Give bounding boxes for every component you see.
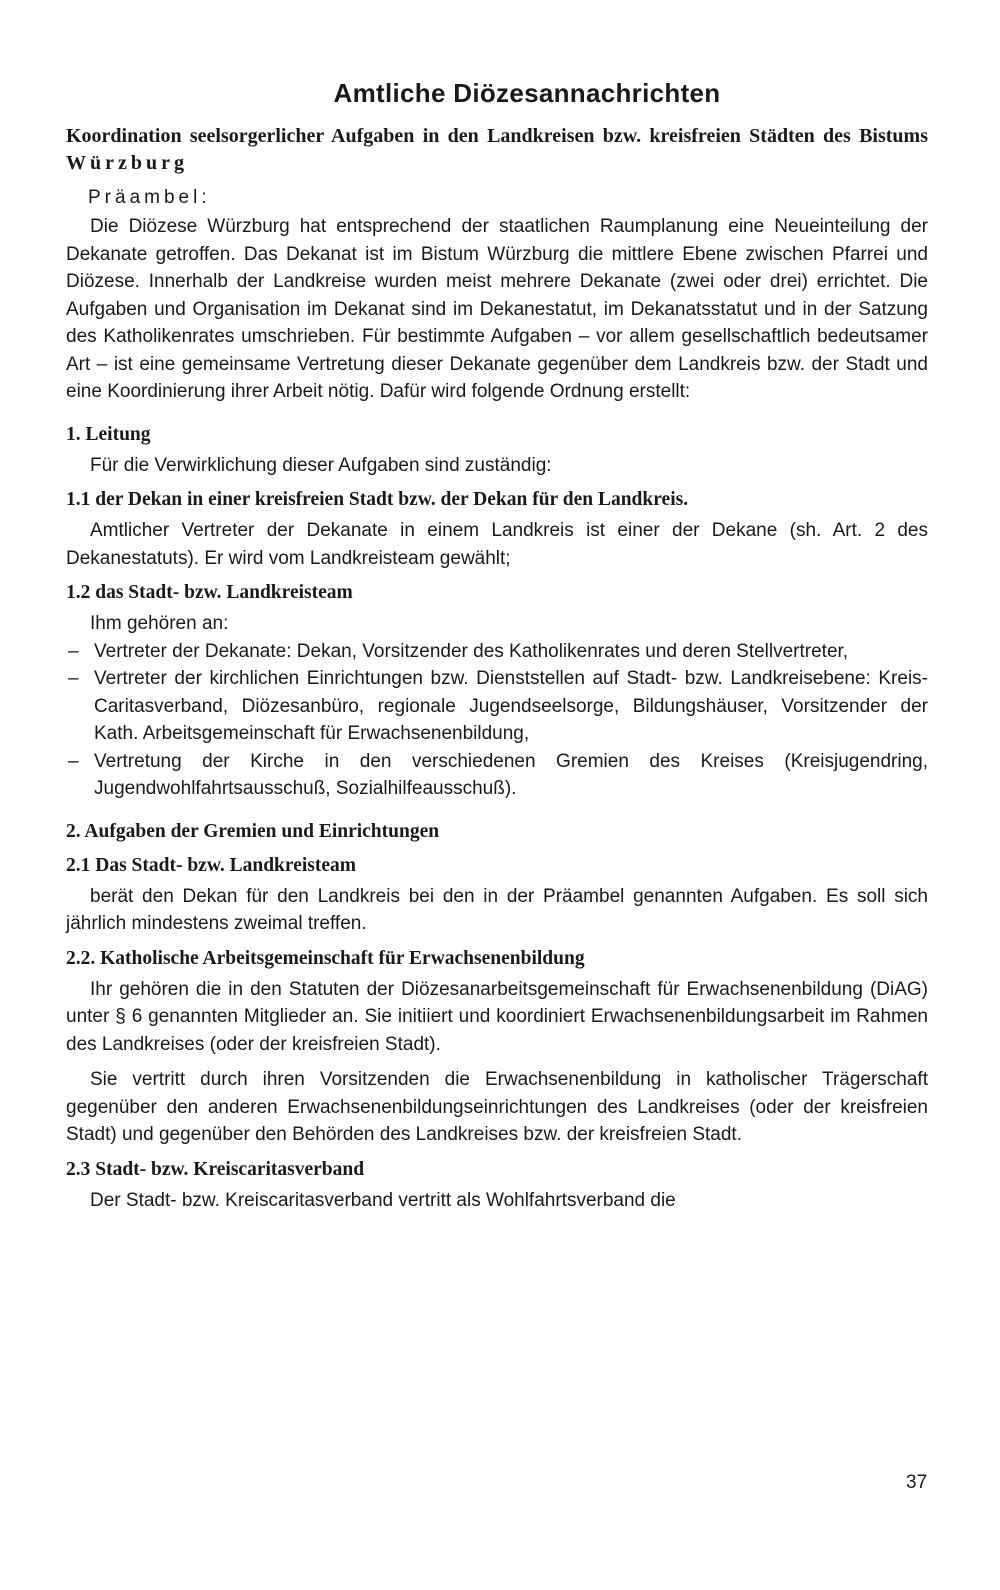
section-1-2-intro: Ihm gehören an: (90, 613, 229, 634)
team-members-list (66, 638, 928, 803)
section-2-3-heading: 2.3 Stadt- bzw. Kreiscaritasverband (66, 1158, 365, 1180)
page-title: Amtliche Diözesannachrichten (333, 78, 721, 108)
section-1-heading: 1. Leitung (66, 423, 151, 445)
section-2-heading: 2. Aufgaben der Gremien und Einrichtungen (66, 820, 440, 842)
subtitle-text: Koordination seelsorgerlicher Aufgaben in den Landkreisen bzw. kreisfreien Städten des Bistums (66, 125, 928, 147)
page-number: 37 (906, 1472, 928, 1493)
list-dash: – (68, 750, 79, 772)
list-item-text: Vertreter der Dekanate: Dekan, Vorsitzender des Katholikenrates und deren Stellvertreter, (94, 640, 849, 662)
preamble-label: Präambel: (88, 187, 211, 208)
section-2-2-text-1: Ihr gehören die in den Statuten der Diözesanarbeitsgemeinschaft für Erwachsenenbildung (DiAG) unter § 6 genannten Mitglieder an. Sie initiiert und koordiniert Erwachsenenbildungsarbeit im Rahmen des Landkreises (oder der kreisfreien Stadt). (66, 978, 928, 1055)
document-subtitle (66, 123, 928, 177)
section-1-2-heading: 1.2 das Stadt- bzw. Landkreisteam (66, 582, 353, 603)
list-item-text: Vertreter der kirchlichen Einrichtungen bzw. Dienststellen auf Stadt- bzw. Landkreisebene: Kreis-Caritasverband, Diözesanbüro, regionale Jugendseelsorge, Bildungshäuser, Vorsitzender der Kath. Arbeitsgemeinschaft für Erwachsenenbildung, (94, 668, 928, 744)
section-2-1-heading: 2.1 Das Stadt- bzw. Landkreisteam (66, 854, 356, 876)
section-2-1-text: berät den Dekan für den Landkreis bei den in der Präambel genannten Aufgaben. Es soll sich jährlich mindestens zweimal treffen. (66, 885, 928, 934)
section-1-intro: Für die Verwirklichung dieser Aufgaben sind zuständig: (90, 454, 552, 476)
section-2-2-heading: 2.2. Katholische Arbeitsgemeinschaft für Erwachsenenbildung (66, 947, 585, 969)
list-dash: – (68, 668, 79, 689)
list-item (66, 748, 928, 803)
list-item (66, 665, 928, 748)
list-dash: – (68, 640, 79, 662)
list-item-text: Vertretung der Kirche in den verschiedenen Gremien des Kreises (Kreisjugendring, Jugendwohlfahrtsausschuß, Sozialhilfeausschuß). (94, 750, 928, 799)
subtitle-diocese-name: Würzburg (66, 152, 188, 174)
section-2-3-text: Der Stadt- bzw. Kreiscaritasverband vertritt als Wohlfahrtsverband die (90, 1189, 676, 1211)
document-page (66, 78, 928, 1214)
section-2-2-text-2: Sie vertritt durch ihren Vorsitzenden die Erwachsenenbildung in katholischer Trägerschaft gegenüber den anderen Erwachsenenbildungseinrichtungen des Landkreises (oder der kreisfreien Stadt) und gegenüber den Behörden des Landkreises bzw. der kreisfreien Stadt. (66, 1069, 928, 1145)
preamble-text: Die Diözese Würzburg hat entsprechend der staatlichen Raumplanung eine Neueinteilung der Dekanate getroffen. Das Dekanat ist im Bistum Würzburg die mittlere Ebene zwischen Pfarrei und Diözese. Innerhalb der Landkreise wurden meist mehrere Dekanate (zwei oder drei) errichtet. Die Aufgaben und Organisation im Dekanat sind im Dekanestatut, im Dekanatsstatut und in der Satzung des Katholikenrates umschrieben. Für bestimmte Aufgaben – vor allem gesellschaftlich bedeutsamer Art – ist eine gemeinsame Vertretung dieser Dekanate gegenüber dem Landkreis bzw. der Stadt und eine Koordinierung ihrer Arbeit nötig. Dafür wird folgende Ordnung erstellt: (66, 216, 928, 402)
section-1-1-heading: 1.1 der Dekan in einer kreisfreien Stadt bzw. der Dekan für den Landkreis. (66, 489, 689, 510)
list-item (66, 638, 928, 666)
section-1-1-text: Amtlicher Vertreter der Dekanate in einem Landkreis ist einer der Dekane (sh. Art. 2 des Dekanestatuts). Er wird vom Landkreisteam gewählt; (66, 520, 928, 569)
